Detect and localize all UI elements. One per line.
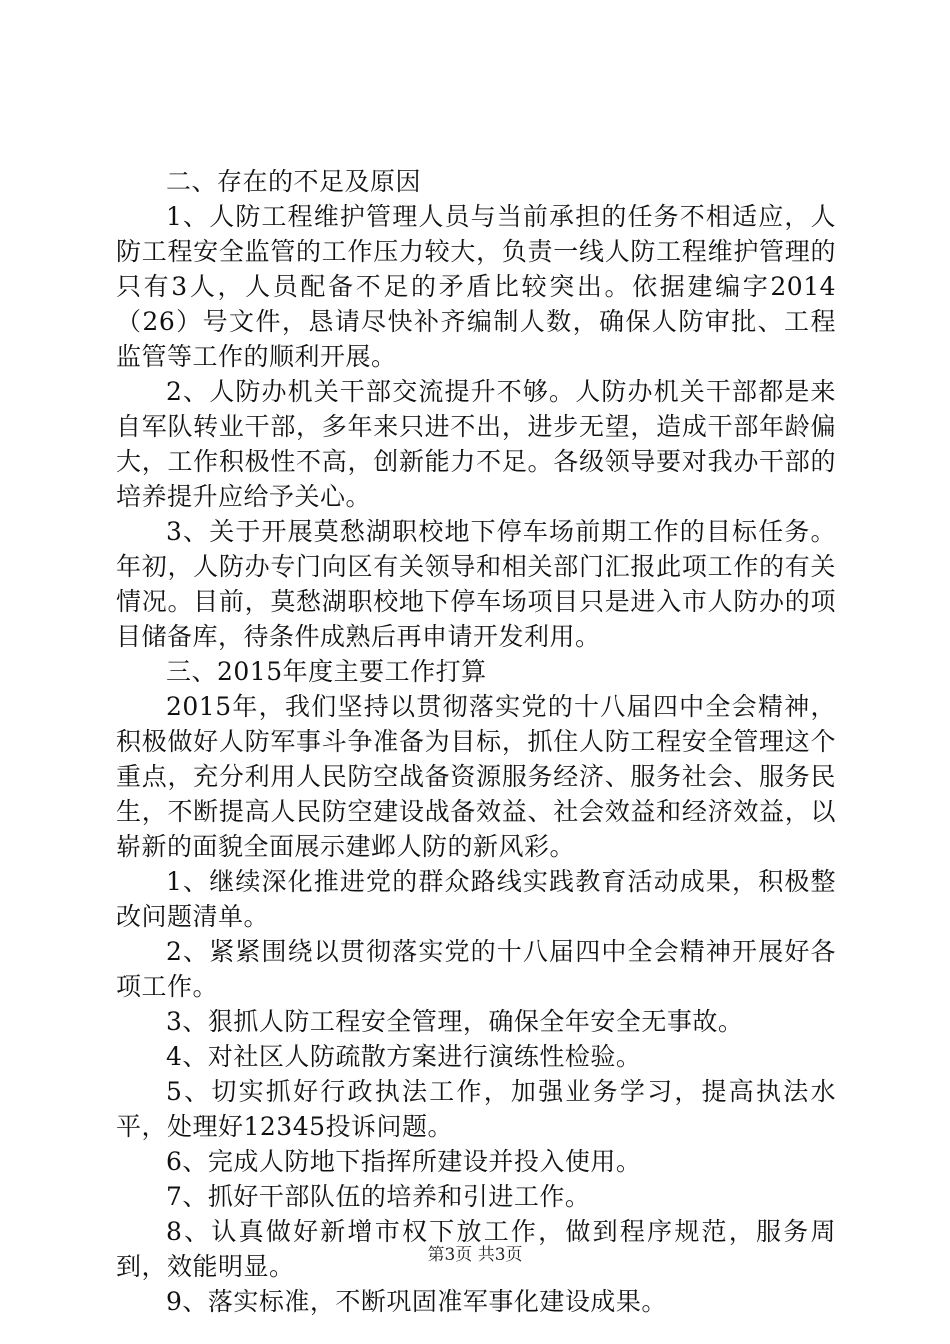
paragraph-plan-6: 6、完成人防地下指挥所建设并投入使用。 (166, 1147, 642, 1176)
paragraph-plans-intro: 2015年，我们坚持以贯彻落实党的十八届四中全会精神，积极做好人防军事斗争准备为目标，抓住人防工程安全管理这个重点，充分利用人民防空战备资源服务经济、服务社会、服务民生，不断提高人民防空建设战备效益、社会效益和经济效益，以崭新的面貌全面展示建邺人防的新风彩。 (116, 692, 836, 861)
document-body (116, 164, 836, 1319)
paragraph-shortcoming-2: 2、人防办机关干部交流提升不够。人防办机关干部都是来自军队转业干部，多年来只进不出，进步无望，造成干部年龄偏大，工作积极性不高，创新能力不足。各级领导要对我办干部的培养提升应给予关心。 (116, 377, 836, 511)
paragraph-plan-4: 4、对社区人防疏散方案进行演练性检验。 (166, 1042, 642, 1071)
paragraph-plan-2: 2、紧紧围绕以贯彻落实党的十八届四中全会精神开展好各项工作。 (116, 937, 836, 1001)
paragraph-plan-9: 9、落实标准，不断巩固准军事化建设成果。 (166, 1287, 667, 1316)
paragraph-plan-1: 1、继续深化推进党的群众路线实践教育活动成果，积极整改问题清单。 (116, 867, 836, 931)
paragraph-plan-5: 5、切实抓好行政执法工作，加强业务学习，提高执法水平，处理好12345投诉问题。 (116, 1077, 836, 1141)
section-heading-shortcomings: 二、存在的不足及原因 (166, 167, 422, 196)
page-number-footer: 第3页 共3页 (427, 1245, 523, 1265)
paragraph-plan-7: 7、抓好干部队伍的培养和引进工作。 (166, 1182, 591, 1211)
section-heading-plans: 三、2015年度主要工作打算 (166, 657, 487, 686)
paragraph-shortcoming-1: 1、人防工程维护管理人员与当前承担的任务不相适应，人防工程安全监管的工作压力较大，负责一线人防工程维护管理的只有3人，人员配备不足的矛盾比较突出。依据建编字2014（26）号文件，恳请尽快补齐编制人数，确保人防审批、工程监管等工作的顺利开展。 (116, 202, 836, 371)
paragraph-shortcoming-3: 3、关于开展莫愁湖职校地下停车场前期工作的目标任务。年初，人防办专门向区有关领导和相关部门汇报此项工作的有关情况。目前，莫愁湖职校地下停车场项目只是进入市人防办的项目储备库，待条件成熟后再申请开发利用。 (116, 517, 836, 651)
paragraph-plan-8: 8、认真做好新增市权下放工作，做到程序规范，服务周到，效能明显。 (116, 1217, 836, 1281)
paragraph-plan-3: 3、狠抓人防工程安全管理，确保全年安全无事故。 (166, 1007, 744, 1036)
